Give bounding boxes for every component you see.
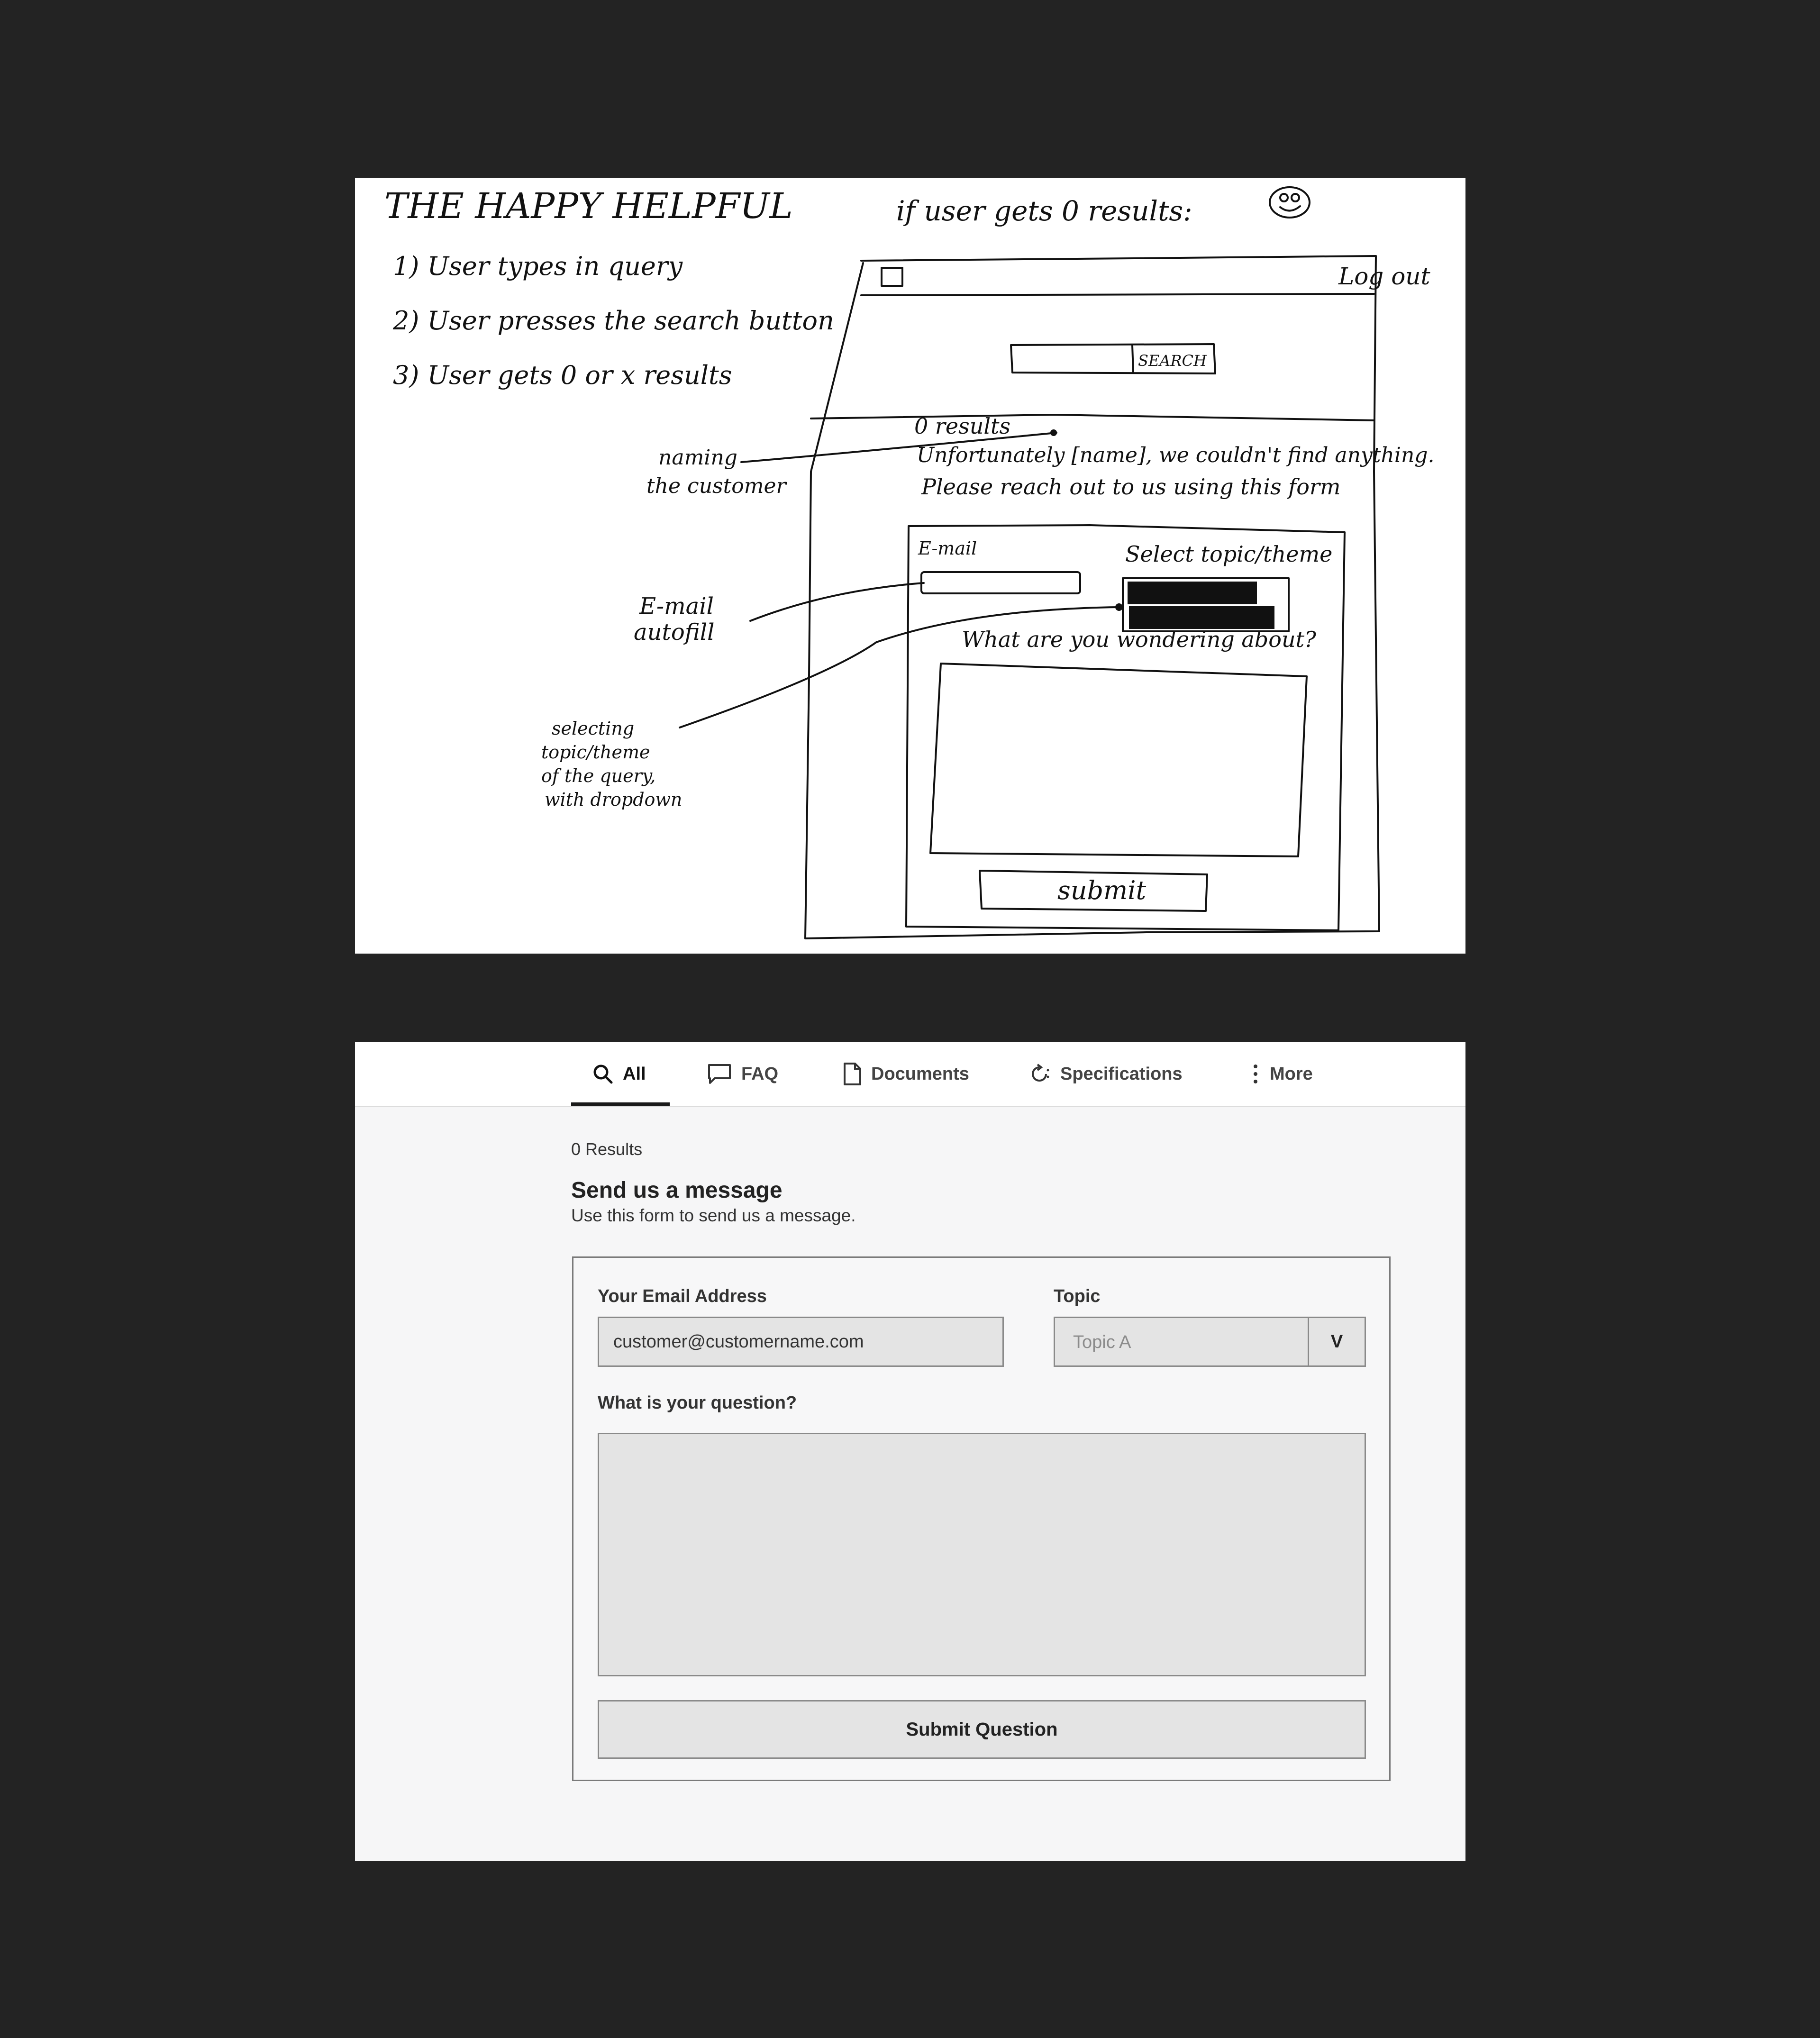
sketch-message-line1: Unfortunately [name], we couldn't find anything. [917,443,1435,467]
smiley-face-icon [1270,187,1310,218]
tab-label: More [1270,1064,1313,1084]
sketch-panel [355,178,1465,954]
annotation-naming-1: naming [658,446,737,470]
annotation-naming-2: the customer [646,474,786,498]
annotation-topic-2: topic/theme [541,742,650,763]
sketch-logout: Log out [1338,263,1430,290]
more-vertical-icon [1251,1063,1260,1085]
wireframe-panel [355,1042,1465,1861]
window-control-icon [882,268,902,286]
search-icon [592,1064,613,1084]
tab-bar [355,1042,1465,1107]
scenario-heading: if user gets 0 results: [896,195,1192,227]
results-count: 0 Results [571,1139,643,1159]
tab-all[interactable] [571,1042,670,1106]
annotation-topic-3: of the query, [541,765,656,786]
email-label: Your Email Address [598,1286,767,1306]
tab-faq[interactable] [707,1042,778,1106]
sketch-email-label: E-mail [918,538,977,559]
tab-specifications[interactable] [1028,1042,1183,1106]
tab-label: Specifications [1060,1064,1183,1084]
form-title: Send us a message [571,1178,783,1203]
sketch-step-1: 1) User types in query [393,251,683,281]
sketch-title: THE HAPPY HELPFUL [384,186,793,227]
sketch-step-2: 2) User presses the search button [393,306,834,336]
chevron-down-icon[interactable]: V [1308,1318,1365,1365]
sketch-submit-label: submit [1057,875,1147,905]
topic-dropdown[interactable] [1054,1317,1366,1367]
sketch-step-3: 3) User gets 0 or x results [393,360,732,390]
tab-label: All [623,1064,646,1084]
sketch-question-label: What are you wondering about? [962,627,1316,652]
sketch-form-box [906,525,1345,930]
sketch-search-label: SEARCH [1138,352,1207,370]
tab-more[interactable] [1251,1042,1313,1106]
speech-bubble-icon [707,1063,732,1085]
sketch-topic-label: Select topic/theme [1125,541,1333,567]
question-label: What is your question? [598,1393,797,1413]
refresh-icon [1028,1063,1051,1085]
email-connector [750,583,924,621]
annotation-topic-1: selecting [552,718,635,739]
document-icon [843,1062,862,1086]
sketch-results-text: 0 results [914,413,1011,439]
sketch-email-field [921,572,1080,593]
tab-label: FAQ [741,1064,779,1084]
form-subtitle: Use this form to send us a message. [571,1206,856,1225]
topic-label: Topic [1054,1286,1101,1306]
email-field[interactable] [598,1317,1004,1367]
mock-window-frame [805,256,1379,938]
annotation-topic-4: with dropdown [545,789,682,810]
sketch-drawing [355,178,1465,954]
contact-form [572,1256,1391,1781]
annotation-email-2: autofill [634,619,715,646]
question-textarea[interactable] [598,1433,1366,1676]
annotation-email-1: E-mail [639,593,714,619]
topic-selected-value: Topic A [1073,1332,1131,1352]
tab-documents[interactable] [843,1042,969,1106]
active-tab-indicator [571,1102,670,1106]
sketch-textarea [930,664,1307,856]
submit-question-button[interactable]: Submit Question [598,1700,1366,1759]
tab-label: Documents [871,1064,969,1084]
sketch-message-line2: Please reach out to us using this form [921,474,1341,500]
